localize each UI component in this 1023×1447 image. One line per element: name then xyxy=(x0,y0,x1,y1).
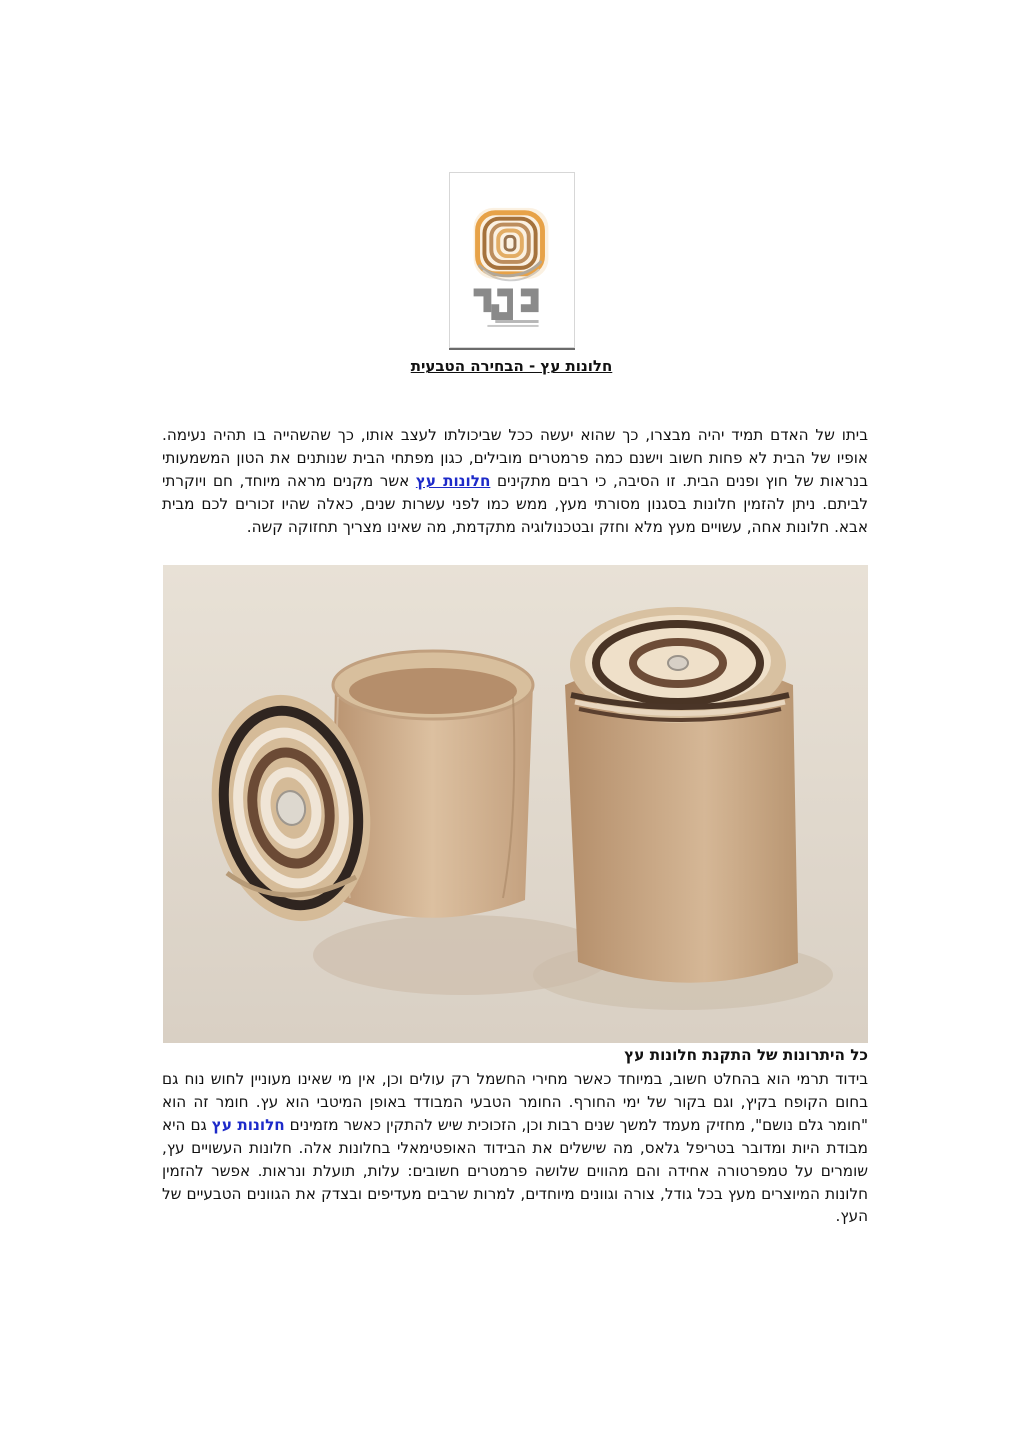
benefits-paragraph xyxy=(162,1068,868,1228)
wooden-containers-photo xyxy=(163,565,868,1043)
page-title: חלונות עץ - הבחירה הטבעית xyxy=(410,357,613,375)
wooden-windows-link[interactable]: חלונות עץ xyxy=(415,471,491,490)
intro-paragraph xyxy=(162,424,868,539)
benefits-paragraph-text-before: בידוד תרמי הוא בהחלט חשוב, במיוחד כאשר מחירי החשמל רק עולים וכן, אין מי שאינו מעוניין לחוש נוח גם בחום הקופח בקיץ, וגם בקור של ימי החורף. החומר הטבעי המבודד באופן המיטבי הוא עץ. חומר זה הוא "חומר גלם נושם", מחזיק מעמד למשך שנים רבות וכן, הזכוכית שיש להתקין כאשר מזמינים xyxy=(162,1070,868,1134)
benefits-paragraph-text-after: גם היא מבודת היות ומדובר בטריפל גלאס, מה שישלים את הבידוד האופטימאלי בחלונות אלה. חלונות העשויים עץ, שומרים על טמפרטורה אחידה והם מהווים שלושה פרמטרים חשובים: עלות, תועלת ונראות. אפשר להזמין חלונות המיוצרים מעץ בכל גודל, צורה וגוונים מיוחדים, למרות שרבים מעדיפים ובצדק את הגוונים הטבעיים של העץ. xyxy=(162,1115,868,1226)
intro-paragraph-text-before: ביתו של האדם תמיד יהיה מבצרו, כך שהוא יעשה ככל שביכולתו לעצב אותו, כך שהשהייה בו תהיה נעימה. אופיו של הבית לא פחות חשוב וישנם כמה פרמטרים מובילים, כגון מפתחי הבית שנותנים את הטון המשמעותי בנראות של חוץ ופנים הבית. זו הסיבה, כי רבים מתקינים xyxy=(162,426,869,490)
intro-paragraph-text-after: אשר מקנים מראה מיוחד, חם ויוקרתי לביתם. ניתן להזמין חלונות בסגנון מסורתי מעץ, ממש כמו לפני עשרות שנים, כאלה שהיו זכורים לכם מבית אבא. חלונות אחה, עשויים מעץ מלא וחזק ובטכנולוגיה מתקדמת, מה שאינו מצריך תחזוקה קשה. xyxy=(162,471,868,536)
section-heading: כל היתרונות של התקנת חלונות עץ xyxy=(624,1046,868,1064)
wooden-windows-highlight-link[interactable]: חלונות עץ xyxy=(211,1115,285,1134)
wood-jar-photo-icon xyxy=(163,565,868,1043)
logo-divider xyxy=(449,348,575,350)
company-logo xyxy=(449,172,575,348)
fingerprint-logo-icon xyxy=(450,173,574,347)
